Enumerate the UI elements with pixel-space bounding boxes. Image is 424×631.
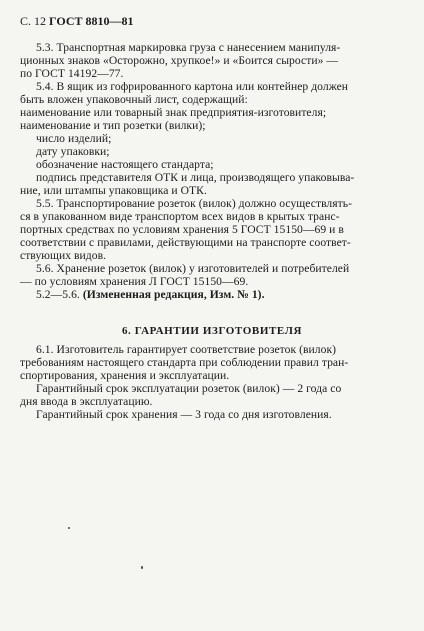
- text-line: 6.1. Изготовитель гарантирует соответствие розеток (вилок): [36, 343, 337, 356]
- text-line: требованиям настоящего стандарта при соблюдении правил тран-: [20, 356, 349, 369]
- text-line: наименование и тип розетки (вилки);: [20, 119, 206, 132]
- text-line: соответствии с правилами, действующими на транспорте соответ-: [20, 236, 351, 249]
- text-line: быть вложен упаковочный лист, содержащий:: [20, 93, 248, 106]
- text-line: Гарантийный срок хранения — 3 года со дня изготовления.: [36, 408, 332, 421]
- text-line: по ГОСТ 14192—77.: [20, 67, 124, 80]
- amendment-label: (Измененная редакция, Изм. № 1).: [82, 288, 265, 301]
- text-line: дня ввода в эксплуатацию.: [20, 395, 153, 408]
- section-title: 6. ГАРАНТИИ ИЗГОТОВИТЕЛЯ: [121, 325, 303, 337]
- text-line: обозначение настоящего стандарта;: [36, 158, 214, 171]
- text-line: Гарантийный срок эксплуатации розеток (вилок) — 2 года со: [36, 382, 342, 395]
- text-line: ние, или штампы упаковщика и ОТК.: [20, 184, 207, 197]
- text-line: ся в упакованном виде транспортом всех видов в крытых транс-: [20, 210, 340, 223]
- text-line: 5.4. В ящик из гофрированного картона или контейнер должен: [36, 80, 349, 93]
- text-line: подпись представителя ОТК и лица, производящего упаковыва-: [36, 171, 355, 184]
- scan-speck: [141, 566, 143, 569]
- text-line: ствующих видов.: [20, 249, 107, 262]
- standard-number: ГОСТ 8810—81: [49, 14, 134, 28]
- text-line: число изделий;: [36, 132, 112, 145]
- text-line: 5.3. Транспортная маркировка груза с нанесением манипуля-: [36, 41, 341, 54]
- text-line: дату упаковки;: [36, 145, 110, 158]
- text-line: 5.6. Хранение розеток (вилок) у изготовителей и потребителей: [36, 262, 350, 275]
- text-line: портных средствах по условиям хранения 5 ГОСТ 15150—69 и в: [20, 223, 344, 236]
- text-line: спортирования, хранения и эксплуатации.: [20, 369, 230, 382]
- text-line: ционных знаков «Осторожно, хрупкое!» и «Боится сырости» —: [20, 54, 339, 67]
- amendment-range: 5.2—5.6.: [36, 288, 80, 301]
- text-line: — по условиям хранения Л ГОСТ 15150—69.: [20, 275, 249, 288]
- text-line: 5.5. Транспортирование розеток (вилок) должно осуществлять-: [36, 197, 353, 210]
- text-line: наименование или товарный знак предприятия-изготовителя;: [20, 106, 327, 119]
- page-number: С. 12: [20, 14, 47, 28]
- scan-speck: [68, 527, 70, 529]
- page-header: [20, 14, 134, 29]
- amendment-note: [36, 288, 265, 301]
